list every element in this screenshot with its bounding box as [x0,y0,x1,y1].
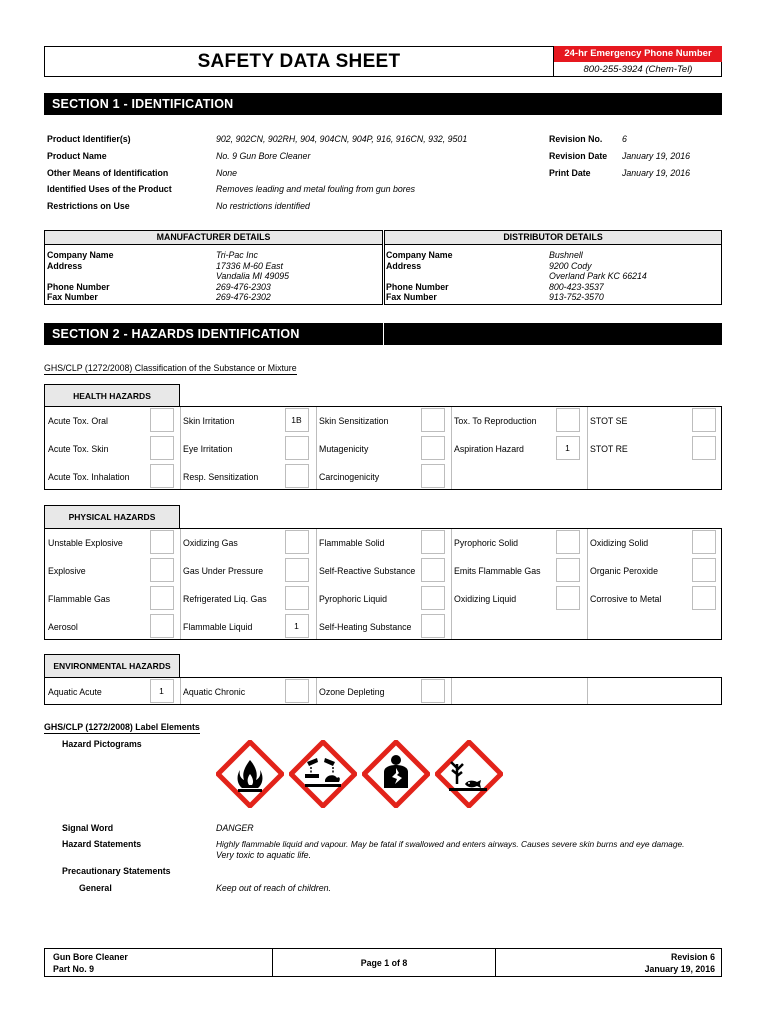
hazard-category-box [285,679,309,703]
hazard-category-box [421,464,445,488]
hazard-label: Skin Sensitization [319,416,389,426]
emergency-label: 24-hr Emergency Phone Number [554,46,722,61]
manufacturer-heading: MANUFACTURER DETAILS [45,231,382,245]
hazard-category-box: 1 [285,614,309,638]
hazard-category-box [692,530,716,554]
distributor-fax-label: Fax Number [386,292,437,302]
emergency-phone: 800-255-3924 (Chem-Tel) [554,61,722,77]
distributor-phone-label: Phone Number [386,281,449,292]
distributor-fax: 913-752-3570 [549,292,604,302]
hazard-label: Organic Peroxide [590,566,658,576]
manufacturer-company: Tri-Pac Inc [216,250,258,260]
manufacturer-fax-label: Fax Number [47,292,98,302]
hazard-label: Acute Tox. Skin [48,444,109,454]
signal-word: DANGER [216,823,254,833]
hazard-label: Carcinogenicity [319,472,380,482]
hazard-label: Mutagenicity [319,444,369,454]
distributor-phone: 800-423-3537 [549,281,604,292]
hazard-category-box: 1B [285,408,309,432]
distributor-address-label: Address [386,260,422,271]
footer-part: Part No. 9 [53,964,95,974]
hazard-label: Ozone Depleting [319,687,385,697]
hazard-label: Eye Irritation [183,444,233,454]
hazard-label: Aerosol [48,622,78,632]
hazard-label: Acute Tox. Oral [48,416,108,426]
hazard-label: Flammable Liquid [183,622,253,632]
physical-hazards-tab: PHYSICAL HAZARDS [44,505,180,528]
hazard-category-box [692,558,716,582]
hazard-label: Oxidizing Solid [590,538,649,548]
health-hazards-tab: HEALTH HAZARDS [44,384,180,406]
document-title: SAFETY DATA SHEET [197,51,401,72]
hazard-category-box [556,530,580,554]
hazard-category-box [692,586,716,610]
manufacturer-address-label: Address [47,260,83,271]
footer-page: Page 1 of 8 [360,958,408,968]
manufacturer-address2: Vandalia MI 49095 [216,271,290,281]
distributor-heading: DISTRIBUTOR DETAILS [385,231,721,245]
environmental-hazards-tab: ENVIRONMENTAL HAZARDS [44,654,180,677]
hazard-label: Flammable Gas [48,594,111,604]
ident-value: Removes leading and metal fouling from gun bores [216,184,416,194]
hazard-category-box [421,558,445,582]
section-2-header: SECTION 2 - HAZARDS IDENTIFICATION [44,323,383,345]
hazard-label: Gas Under Pressure [183,566,264,576]
hazard-category-box [556,558,580,582]
hazard-category-box [421,408,445,432]
ident-label: Other Means of Identification [47,168,169,178]
health-hazard-pictogram-icon [362,740,430,808]
hazard-label: STOT RE [590,444,628,454]
hazard-pictograms-label: Hazard Pictograms [62,739,142,749]
distributor-company: Bushnell [549,250,583,260]
manufacturer-phone-label: Phone Number [47,281,110,292]
hazard-category-box [285,586,309,610]
precautionary-statements-label: Precautionary Statements [62,866,171,876]
hazard-statements-line-1: Highly flammable liquid and vapour. May be fatal if swallowed and enters airways. Causes severe skin burns and eye damage. [216,839,685,849]
hazard-category-box [692,408,716,432]
hazard-label: Unstable Explosive [48,538,123,548]
hazard-category-box [285,558,309,582]
signal-word-label: Signal Word [62,823,114,833]
ident-value: 902, 902CN, 902RH, 904, 904CN, 904P, 916, 916CN, 932, 9501 [216,134,468,144]
hazard-label: STOT SE [590,416,628,426]
ident-value: No. 9 Gun Bore Cleaner [216,151,311,161]
label-elements-title: GHS/CLP (1272/2008) Label Elements [44,722,200,732]
hazard-statements-line-2: Very toxic to aquatic life. [216,850,312,860]
manufacturer-fax: 269-476-2302 [216,292,271,302]
revision-label: Revision Date [549,151,608,161]
revision-label: Revision No. [549,134,603,144]
flame-pictogram-icon [216,740,284,808]
manufacturer-address1: 17336 M-60 East [216,260,283,271]
hazard-label: Oxidizing Gas [183,538,238,548]
hazard-category-box [150,530,174,554]
ident-label: Product Identifier(s) [47,134,131,144]
general-text: Keep out of reach of children. [216,883,331,893]
classification-title: GHS/CLP (1272/2008) Classification of the Substance or Mixture [44,363,297,373]
section-1-header: SECTION 1 - IDENTIFICATION [44,93,722,115]
manufacturer-company-label: Company Name [47,250,114,260]
hazard-category-box [421,530,445,554]
hazard-label: Tox. To Reproduction [454,416,537,426]
hazard-category-box [556,586,580,610]
hazard-label: Acute Tox. Inhalation [48,472,130,482]
hazard-category-box: 1 [556,436,580,460]
section-2-header-fill [384,323,722,345]
hazard-category-box [421,679,445,703]
footer-revision: Revision 6 [670,952,715,962]
hazard-category-box [556,408,580,432]
hazard-category-box [150,586,174,610]
revision-value: January 19, 2016 [622,168,690,178]
ident-label: Product Name [47,151,107,161]
hazard-category-box [285,464,309,488]
hazard-label: Pyrophoric Liquid [319,594,387,604]
hazard-category-box [150,464,174,488]
manufacturer-phone: 269-476-2303 [216,281,271,292]
hazard-category-box [285,530,309,554]
ident-label: Restrictions on Use [47,201,130,211]
hazard-label: Aspiration Hazard [454,444,524,454]
hazard-label: Oxidizing Liquid [454,594,517,604]
hazard-category-box [692,436,716,460]
hazard-label: Self-Heating Substance [319,622,412,632]
ident-value: No restrictions identified [216,201,310,211]
distributor-company-label: Company Name [386,250,453,260]
hazard-label: Resp. Sensitization [183,472,259,482]
distributor-address1: 9200 Cody [549,260,592,271]
page-footer [44,948,722,977]
distributor-address2: Overland Park KC 66214 [549,271,647,281]
hazard-label: Pyrophoric Solid [454,538,519,548]
hazard-category-box [285,436,309,460]
footer-date: January 19, 2016 [644,964,715,974]
hazard-category-box: 1 [150,679,174,703]
hazard-label: Aquatic Chronic [183,687,246,697]
hazard-category-box [150,614,174,638]
hazard-label: Corrosive to Metal [590,594,662,604]
hazard-label: Refrigerated Liq. Gas [183,594,267,604]
hazard-category-box [150,408,174,432]
environment-pictogram-icon [435,740,503,808]
hazard-label: Self-Reactive Substance [319,566,416,576]
ident-value: None [216,168,238,178]
hazard-statements-label: Hazard Statements [62,839,142,849]
hazard-label: Flammable Solid [319,538,385,548]
revision-label: Print Date [549,168,591,178]
general-label: General [79,883,112,893]
revision-value: 6 [622,134,627,144]
revision-value: January 19, 2016 [622,151,690,161]
hazard-label: Explosive [48,566,86,576]
hazard-label: Aquatic Acute [48,687,102,697]
hazard-label: Skin Irritation [183,416,235,426]
hazard-label: Emits Flammable Gas [454,566,541,576]
ident-label: Identified Uses of the Product [47,184,172,194]
hazard-category-box [421,436,445,460]
hazard-category-box [421,614,445,638]
corrosion-pictogram-icon [289,740,357,808]
hazard-category-box [150,558,174,582]
hazard-category-box [421,586,445,610]
footer-product: Gun Bore Cleaner [53,952,128,962]
hazard-category-box [150,436,174,460]
